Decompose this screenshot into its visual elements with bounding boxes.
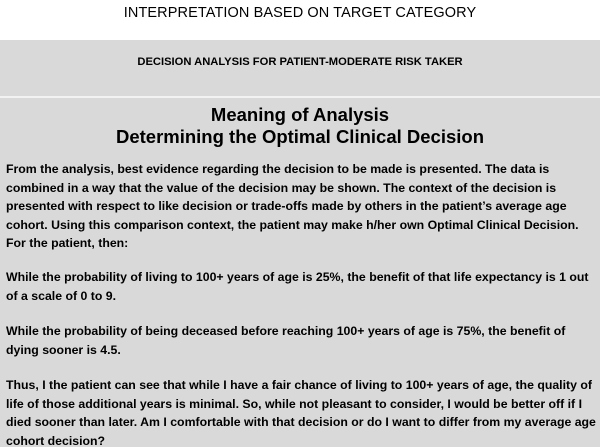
heading-optimal-decision: Determining the Optimal Clinical Decision [115, 126, 484, 147]
slide-title: INTERPRETATION BASED ON TARGET CATEGORY [123, 5, 477, 21]
subtitle-band [0, 40, 600, 96]
heading-meaning: Meaning of Analysis [210, 104, 390, 125]
paragraph-conclusion: Thus, I the patient can see that while I have a fair chance of living to 100+ years of age, the quality of life of those additional years is minimal. So, while not pleasant to consider, I would be better off if I died sooner than later. Am I comfortable with that decision or do I want to differ from my average age cohort decision? [6, 378, 596, 447]
paragraph-living-probability: While the probability of living to 100+ years of age is 25%, the benefit of that life expectancy is 1 out of a scale of 0 to 9. [6, 270, 589, 303]
paragraph-deceased-probability: While the probability of being deceased before reaching 100+ years of age is 75%, the benefit of dying sooner is 4.5. [6, 324, 566, 357]
paragraph-analysis: From the analysis, best evidence regarding the decision to be made is presented. The data is combined in a way that the value of the decision may be shown. The context of the decision is presented with respect to like decision or trade-offs made by others in the patient’s average age cohort. Using this comparison context, the patient may make h/her own Optimal Clinical Decision. For the patient, then: [6, 162, 579, 251]
subtitle-text: DECISION ANALYSIS FOR PATIENT-MODERATE RISK TAKER [137, 56, 463, 68]
